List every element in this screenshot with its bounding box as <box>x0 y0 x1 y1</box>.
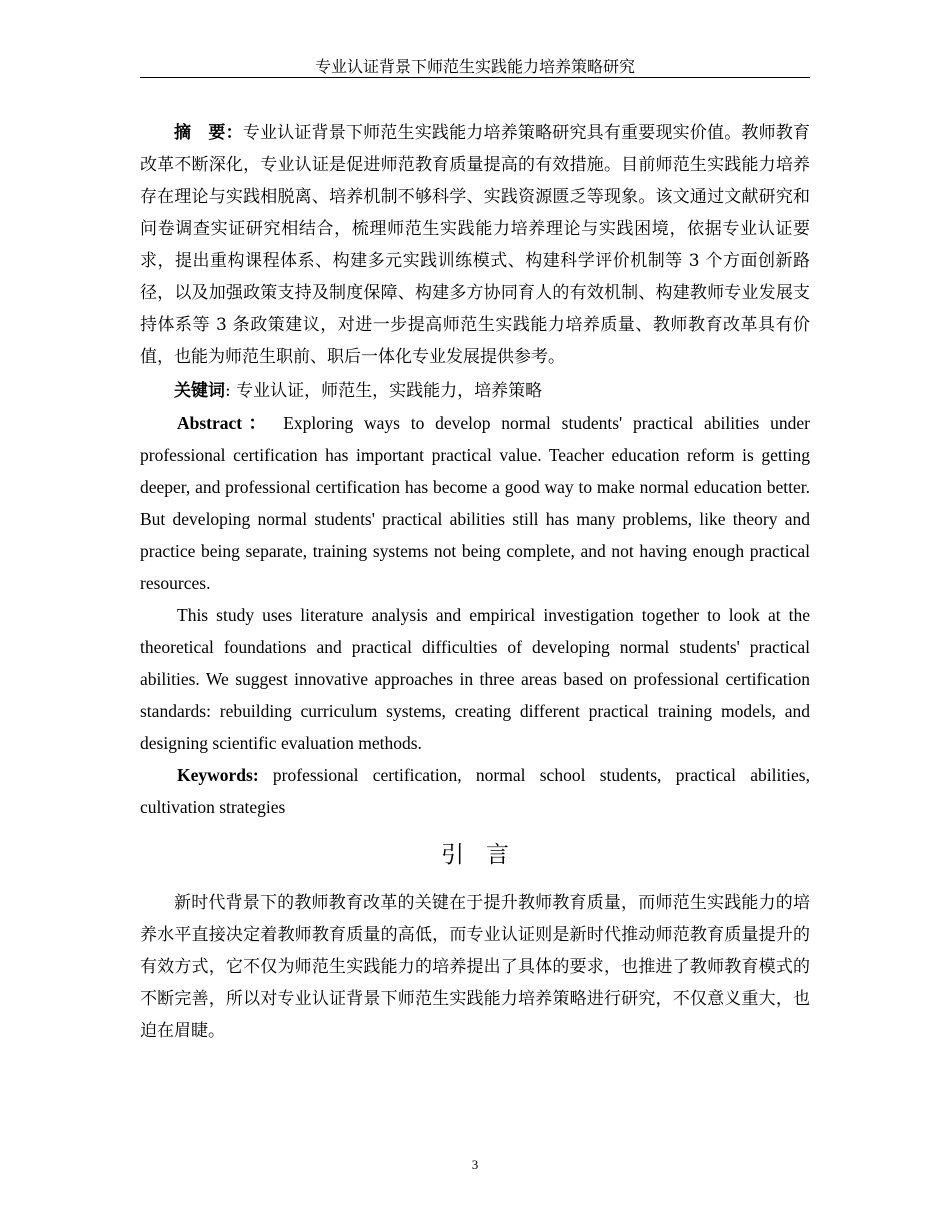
introduction-paragraph: 新时代背景下的教师教育改革的关键在于提升教师教育质量，而师范生实践能力的培养水平直接决定着教师教育质量的高低，而专业认证则是新时代推动师范教育质量提升的有效方式，它不仅为师范生实践能力的培养提出了具体的要求，也推进了教师教育模式的不断完善，所以对专业认证背景下师范生实践能力培养策略进行研究，不仅意义重大，也迫在眉睫。 <box>140 893 810 1041</box>
chinese-keywords <box>140 375 810 407</box>
english-abstract-label: Abstract： <box>177 413 273 433</box>
english-keywords-text: professional certification, normal school students, practical abilities, cultivation strategies <box>140 765 810 817</box>
chinese-keywords-label: 关键词 <box>174 381 225 401</box>
page-number: 3 <box>471 1157 479 1172</box>
english-abstract-paragraph-2: This study uses literature analysis and empirical investigation together to look at the theoretical foundations and practical difficulties of developing normal students' practical abilities. We suggest innovative approaches in three areas based on professional certification standards: rebuilding curriculum systems, creating different practical training models, and designing scientific evaluation methods. <box>140 605 810 753</box>
english-abstract-paragraph-1 <box>140 407 810 599</box>
chinese-abstract <box>140 117 810 373</box>
chinese-abstract-text: 专业认证背景下师范生实践能力培养策略研究具有重要现实价值。教师教育改革不断深化，专业认证是促进师范教育质量提高的有效措施。目前师范生实践能力培养存在理论与实践相脱离、培养机制不够科学、实践资源匮乏等现象。该文通过文献研究和问卷调查实证研究相结合，梳理师范生实践能力培养理论与实践困境，依据专业认证要求，提出重构课程体系、构建多元实践训练模式、构建科学评价机制等 3 个方面创新路径，以及加强政策支持及制度保障、构建多方协同育人的有效机制、构建教师专业发展支持体系等 3 条政策建议，对进一步提高师范生实践能力培养质量、教师教育改革具有价值，也能为师范生职前、职后一体化专业发展提供参考。 <box>140 123 811 367</box>
english-keywords <box>140 759 810 823</box>
english-keywords-label: Keywords: <box>177 765 259 785</box>
chinese-abstract-label: 摘 要： <box>174 123 243 143</box>
running-header: 专业认证背景下师范生实践能力培养策略研究 <box>140 56 810 78</box>
introduction-heading: 引言 <box>441 842 531 868</box>
page-body <box>140 117 810 1047</box>
chinese-keywords-text: : 专业认证，师范生，实践能力，培养策略 <box>225 381 543 401</box>
english-abstract-text-1: Exploring ways to develop normal students' practical abilities under professional certification has important practical value. Teacher education reform is getting deeper, and professional certification has become a good way to make normal education better. But developing normal students' practical abilities still has many problems, like theory and practice being separate, training systems not being complete, and not having enough practical resources. <box>140 413 810 593</box>
